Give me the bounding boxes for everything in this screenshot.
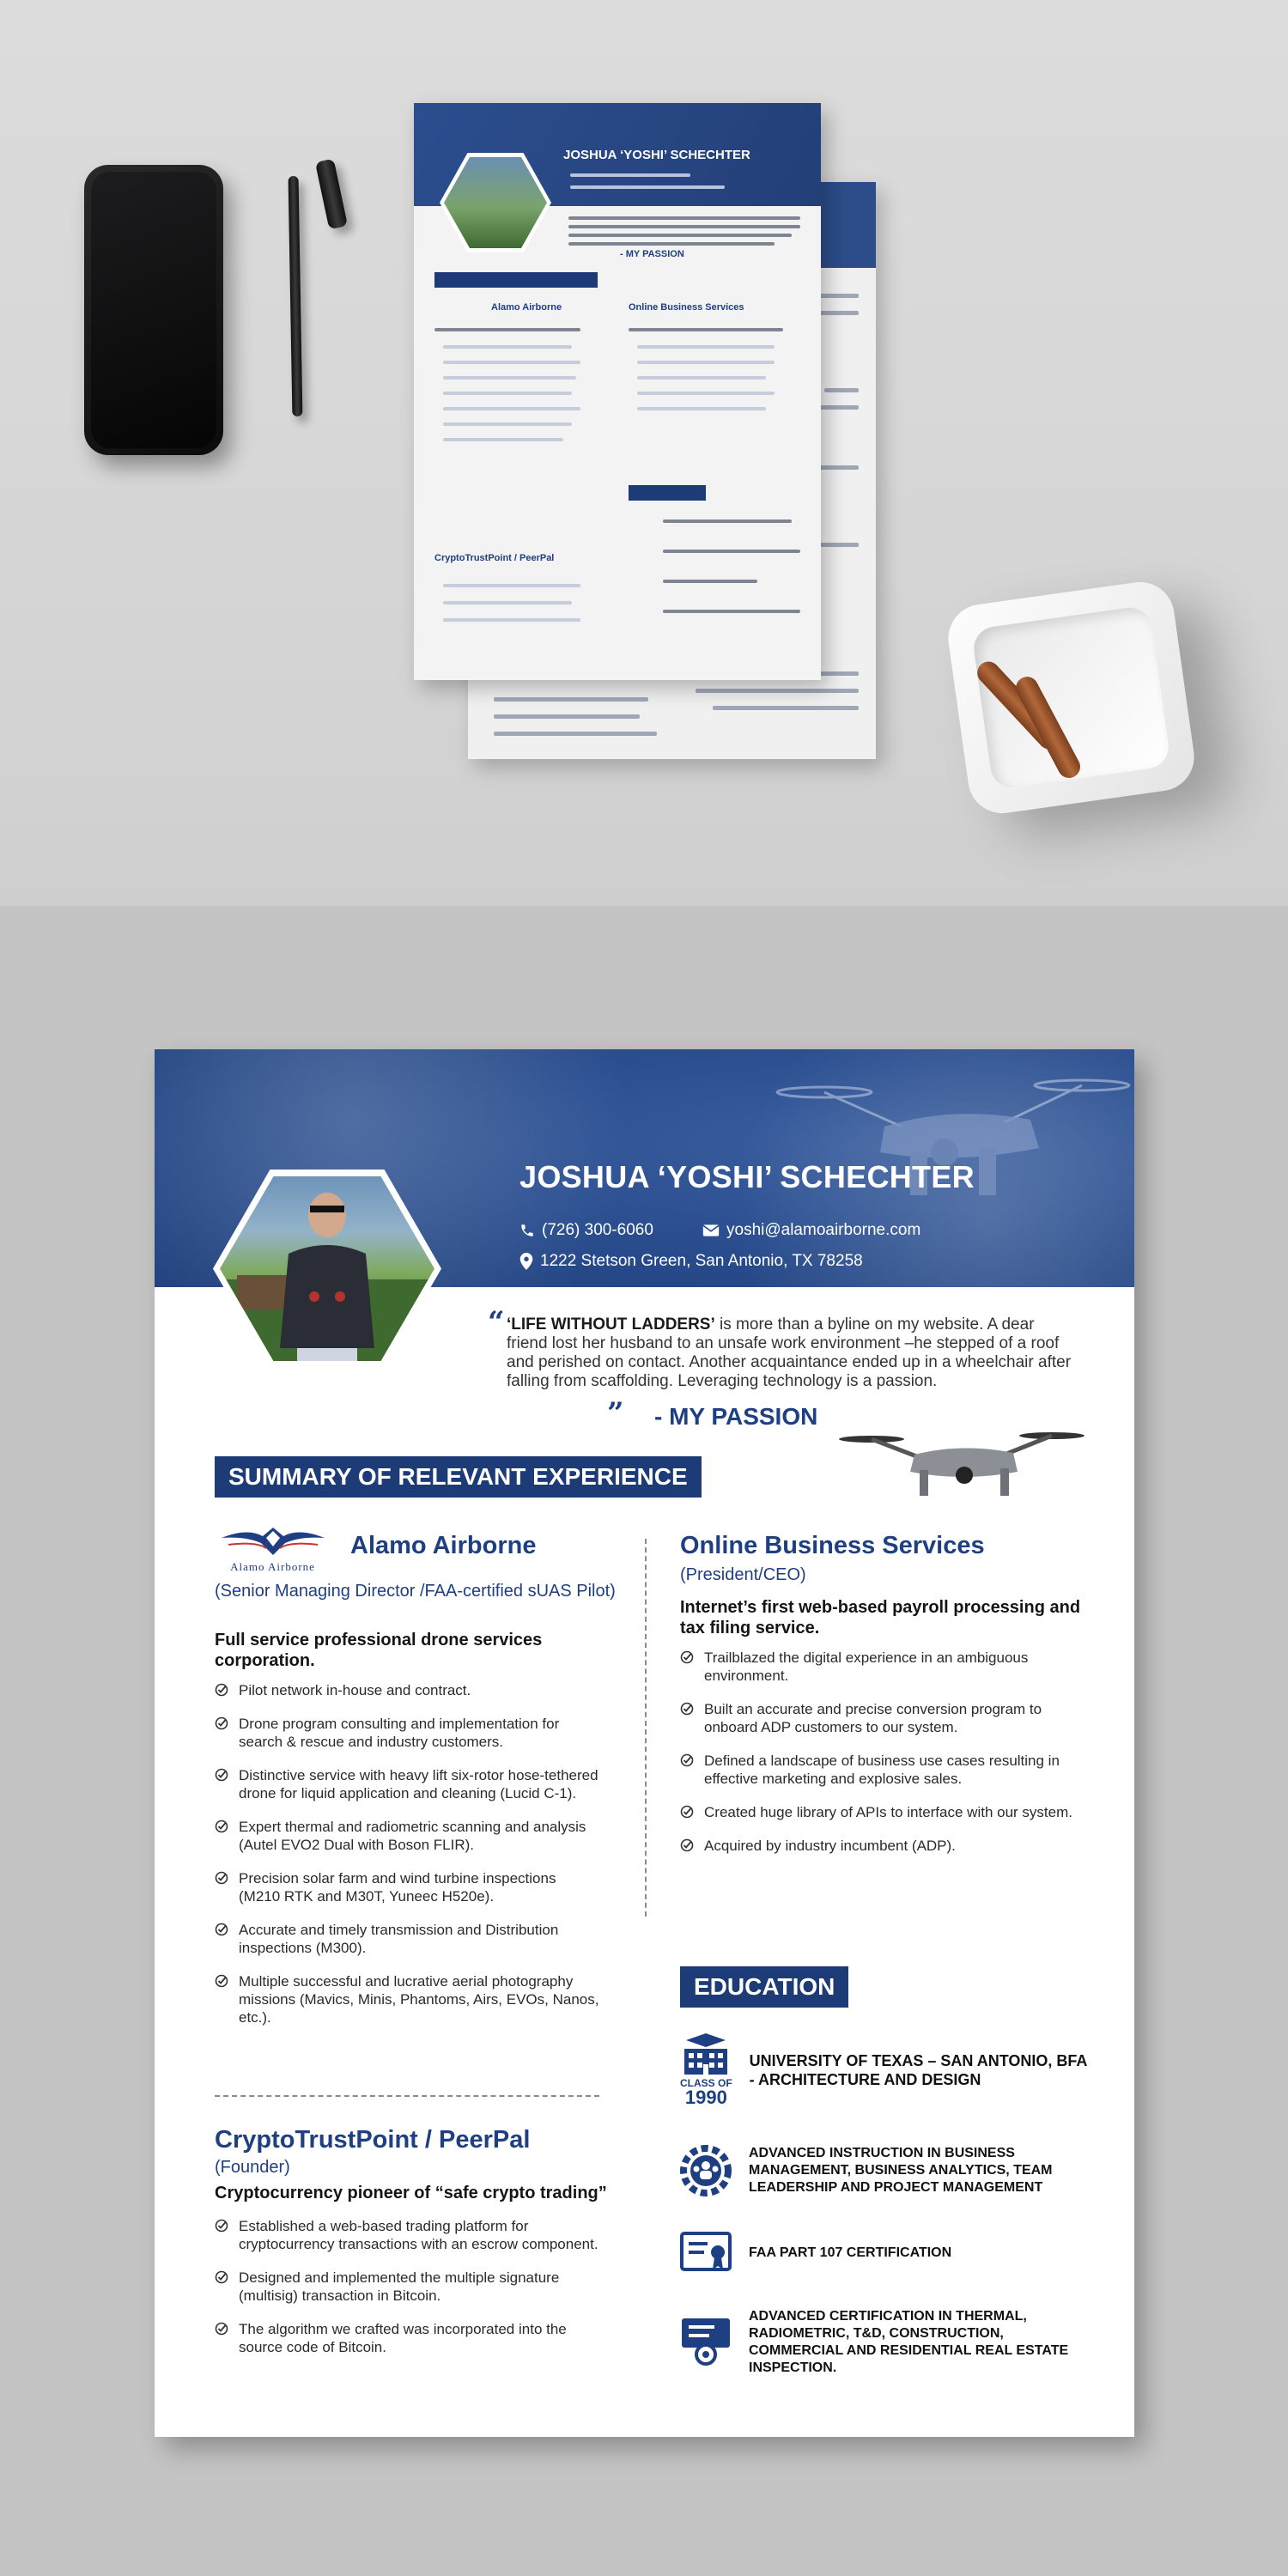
education-business-text: ADVANCED INSTRUCTION IN BUSINESS MANAGEMENT, BUSINESS ANALYTICS, TEAM LEADERSHIP AND PROJECT MANAGEMENT xyxy=(749,2146,1053,2195)
online-company-name: Online Business Services xyxy=(680,1532,985,1559)
passion-quote xyxy=(507,1315,1073,1391)
online-bullet-text: Built an accurate and precise conversion program to onboard ADP customers to our system. xyxy=(704,1701,1042,1735)
check-circle-icon xyxy=(215,2219,228,2233)
check-circle-icon xyxy=(215,1923,228,1936)
street-address: 1222 Stetson Green, San Antonio, TX 78258 xyxy=(540,1252,863,1270)
resume-page xyxy=(155,1049,1134,2437)
phone-contact xyxy=(519,1221,653,1240)
alamo-bullet-item xyxy=(215,1818,601,1854)
check-circle-icon xyxy=(680,1753,694,1767)
alamo-lead: Full service professional drone services corporation. xyxy=(215,1631,543,1670)
alamo-bullet-text: Accurate and timely transmission and Distribution inspections (M300). xyxy=(239,1922,559,1956)
alamo-bullet-item xyxy=(215,1681,601,1699)
check-circle-icon xyxy=(680,1702,694,1716)
online-bullet-item xyxy=(680,1803,1084,1821)
class-of-1990-badge xyxy=(680,2033,732,2107)
crypto-lead: Cryptocurrency pioneer of “safe crypto trading” xyxy=(215,2184,607,2202)
smartphone-prop xyxy=(84,165,223,455)
online-role: (President/CEO) xyxy=(680,1565,806,1584)
crypto-company-name: CryptoTrustPoint / PeerPal xyxy=(215,2126,531,2154)
crypto-bullet-item xyxy=(215,2320,601,2356)
alamo-bullet-item xyxy=(215,1869,601,1905)
summary-section-title: SUMMARY OF RELEVANT EXPERIENCE xyxy=(215,1456,702,1498)
address-contact xyxy=(519,1252,863,1271)
email-icon xyxy=(702,1224,720,1237)
crypto-bullet-item xyxy=(215,2269,601,2305)
check-circle-icon xyxy=(680,1805,694,1819)
check-circle-icon xyxy=(215,2322,228,2336)
candidate-name: JOSHUA ‘YOSHI’ SCHECHTER xyxy=(519,1159,975,1194)
column-divider xyxy=(645,1539,647,1917)
pen-prop xyxy=(289,176,303,416)
logo-wordmark: Alamo Airborne xyxy=(230,1560,315,1573)
crypto-bullet-list xyxy=(215,2217,601,2372)
crypto-role: (Founder) xyxy=(215,2158,290,2177)
education-item-thermal xyxy=(680,2308,1092,2377)
online-bullet-text: Defined a landscape of business use cases resulting in effective marketing and explosive sales. xyxy=(704,1753,1060,1787)
check-circle-icon xyxy=(680,1650,694,1664)
check-circle-icon xyxy=(215,1683,228,1697)
crypto-bullet-text: Established a web-based trading platform for cryptocurrency transactions with an escrow component. xyxy=(239,2218,598,2252)
online-bullet-list xyxy=(680,1649,1084,1870)
online-bullet-item xyxy=(680,1700,1084,1736)
education-item-faa xyxy=(680,2232,1092,2275)
check-circle-icon xyxy=(680,1838,694,1852)
alamo-bullet-item xyxy=(215,1921,601,1957)
alamo-bullet-text: Precision solar farm and wind turbine inspections (M210 RTK and M30T, Yuneec H520e). xyxy=(239,1870,556,1905)
email-contact[interactable] xyxy=(702,1221,920,1240)
class-year: 1990 xyxy=(684,2087,727,2108)
crypto-bullet-item xyxy=(215,2217,601,2253)
alamo-airborne-logo xyxy=(215,1524,331,1574)
alamo-bullet-text: Pilot network in-house and contract. xyxy=(239,1682,471,1698)
education-faa-text: FAA PART 107 CERTIFICATION xyxy=(749,2245,952,2260)
education-section-title: EDUCATION xyxy=(680,1966,848,2008)
crypto-bullet-text: Designed and implemented the multiple signature (multisig) transaction in Bitcoin. xyxy=(239,2269,560,2304)
online-bullet-text: Acquired by industry incumbent (ADP). xyxy=(704,1838,956,1854)
check-circle-icon xyxy=(215,1871,228,1885)
online-lead: Internet’s first web-based payroll processing and tax filing service. xyxy=(680,1598,1081,1637)
pencil-cup-prop xyxy=(944,578,1199,817)
alamo-bullet-text: Drone program consulting and implementation for search & rescue and industry customers. xyxy=(239,1716,560,1750)
education-utsa-text: UNIVERSITY OF TEXAS – SAN ANTONIO, BFA - ARCHITECTURE AND DESIGN xyxy=(749,2052,1087,2088)
quote-highlight: ‘LIFE WITHOUT LADDERS’ xyxy=(507,1315,715,1334)
alamo-wings-icon xyxy=(222,1524,325,1558)
alamo-role: (Senior Managing Director /FAA-certified sUAS Pilot) xyxy=(215,1582,616,1601)
check-circle-icon xyxy=(215,1974,228,1988)
mockup-scene xyxy=(0,0,1288,906)
phone-icon xyxy=(519,1223,535,1238)
mini-name: JOSHUA ‘YOSHI’ SCHECHTER xyxy=(563,148,750,162)
alamo-bullet-item xyxy=(215,1972,601,2026)
section-divider xyxy=(215,2095,599,2097)
check-circle-icon xyxy=(215,1716,228,1730)
email-address[interactable]: yoshi@alamoairborne.com xyxy=(726,1221,921,1239)
crypto-bullet-text: The algorithm we crafted was incorporated into the source code of Bitcoin. xyxy=(239,2321,567,2355)
open-quote-icon: “ xyxy=(488,1305,505,1340)
university-building-icon xyxy=(681,2033,731,2078)
alamo-bullet-text: Distinctive service with heavy lift six-rotor hose-tethered drone for liquid application and cleaning (Lucid C-1). xyxy=(239,1767,598,1801)
certificate-icon xyxy=(680,2232,732,2275)
alamo-bullet-item xyxy=(215,1715,601,1751)
drone-icon xyxy=(837,1427,1086,1500)
alamo-bullet-text: Multiple successful and lucrative aerial photography missions (Mavics, Minis, Phantoms, Airs, EVOs, Nanos, etc.). xyxy=(239,1973,599,2026)
education-thermal-text: ADVANCED CERTIFICATION IN THERMAL, RADIOMETRIC, T&D, CONSTRUCTION, COMMERCIAL AND RESIDENTIAL REAL ESTATE INSPECTION. xyxy=(749,2309,1069,2375)
alamo-company-name: Alamo Airborne xyxy=(350,1532,537,1559)
online-bullet-item xyxy=(680,1649,1084,1685)
education-item-business xyxy=(680,2145,1092,2196)
online-bullet-text: Trailblazed the digital experience in an ambiguous environment. xyxy=(704,1649,1029,1684)
check-circle-icon xyxy=(215,1768,228,1782)
quote-body: is more than a byline on my website. A dear friend lost her husband to an unsafe work environment –he stepped of a roof and perished on contact. Another acquaintance ended up in a wheelchair after falling from scaffolding. Leveraging technology is a passion. xyxy=(507,1315,1072,1390)
online-bullet-item xyxy=(680,1837,1084,1855)
check-circle-icon xyxy=(215,1820,228,1833)
phone-number: (726) 300-6060 xyxy=(542,1221,653,1239)
alamo-bullet-text: Expert thermal and radiometric scanning and analysis (Autel EVO2 Dual with Boson FLIR). xyxy=(239,1819,586,1853)
location-pin-icon xyxy=(519,1253,533,1270)
person-photo-icon xyxy=(220,1176,434,1361)
alamo-bullet-item xyxy=(215,1766,601,1802)
online-bullet-item xyxy=(680,1752,1084,1788)
alamo-bullet-list xyxy=(215,1681,601,2042)
check-circle-icon xyxy=(215,2270,228,2284)
pen-cap-prop xyxy=(315,159,348,230)
team-gear-icon xyxy=(680,2145,732,2196)
online-bullet-text: Created huge library of APIs to interface with our system. xyxy=(704,1804,1072,1820)
front-resume-sheet: JOSHUA ‘YOSHI’ SCHECHTER - MY PASSION Alamo Airborne Online Business Services CryptoTrustPoint / PeerPal xyxy=(414,103,821,680)
diploma-seal-icon xyxy=(680,2317,732,2368)
close-quote-icon: ” xyxy=(607,1396,624,1431)
education-item-utsa xyxy=(680,2033,1093,2107)
passion-signature: - MY PASSION xyxy=(654,1403,818,1430)
class-of-label: CLASS OF xyxy=(680,2077,732,2089)
